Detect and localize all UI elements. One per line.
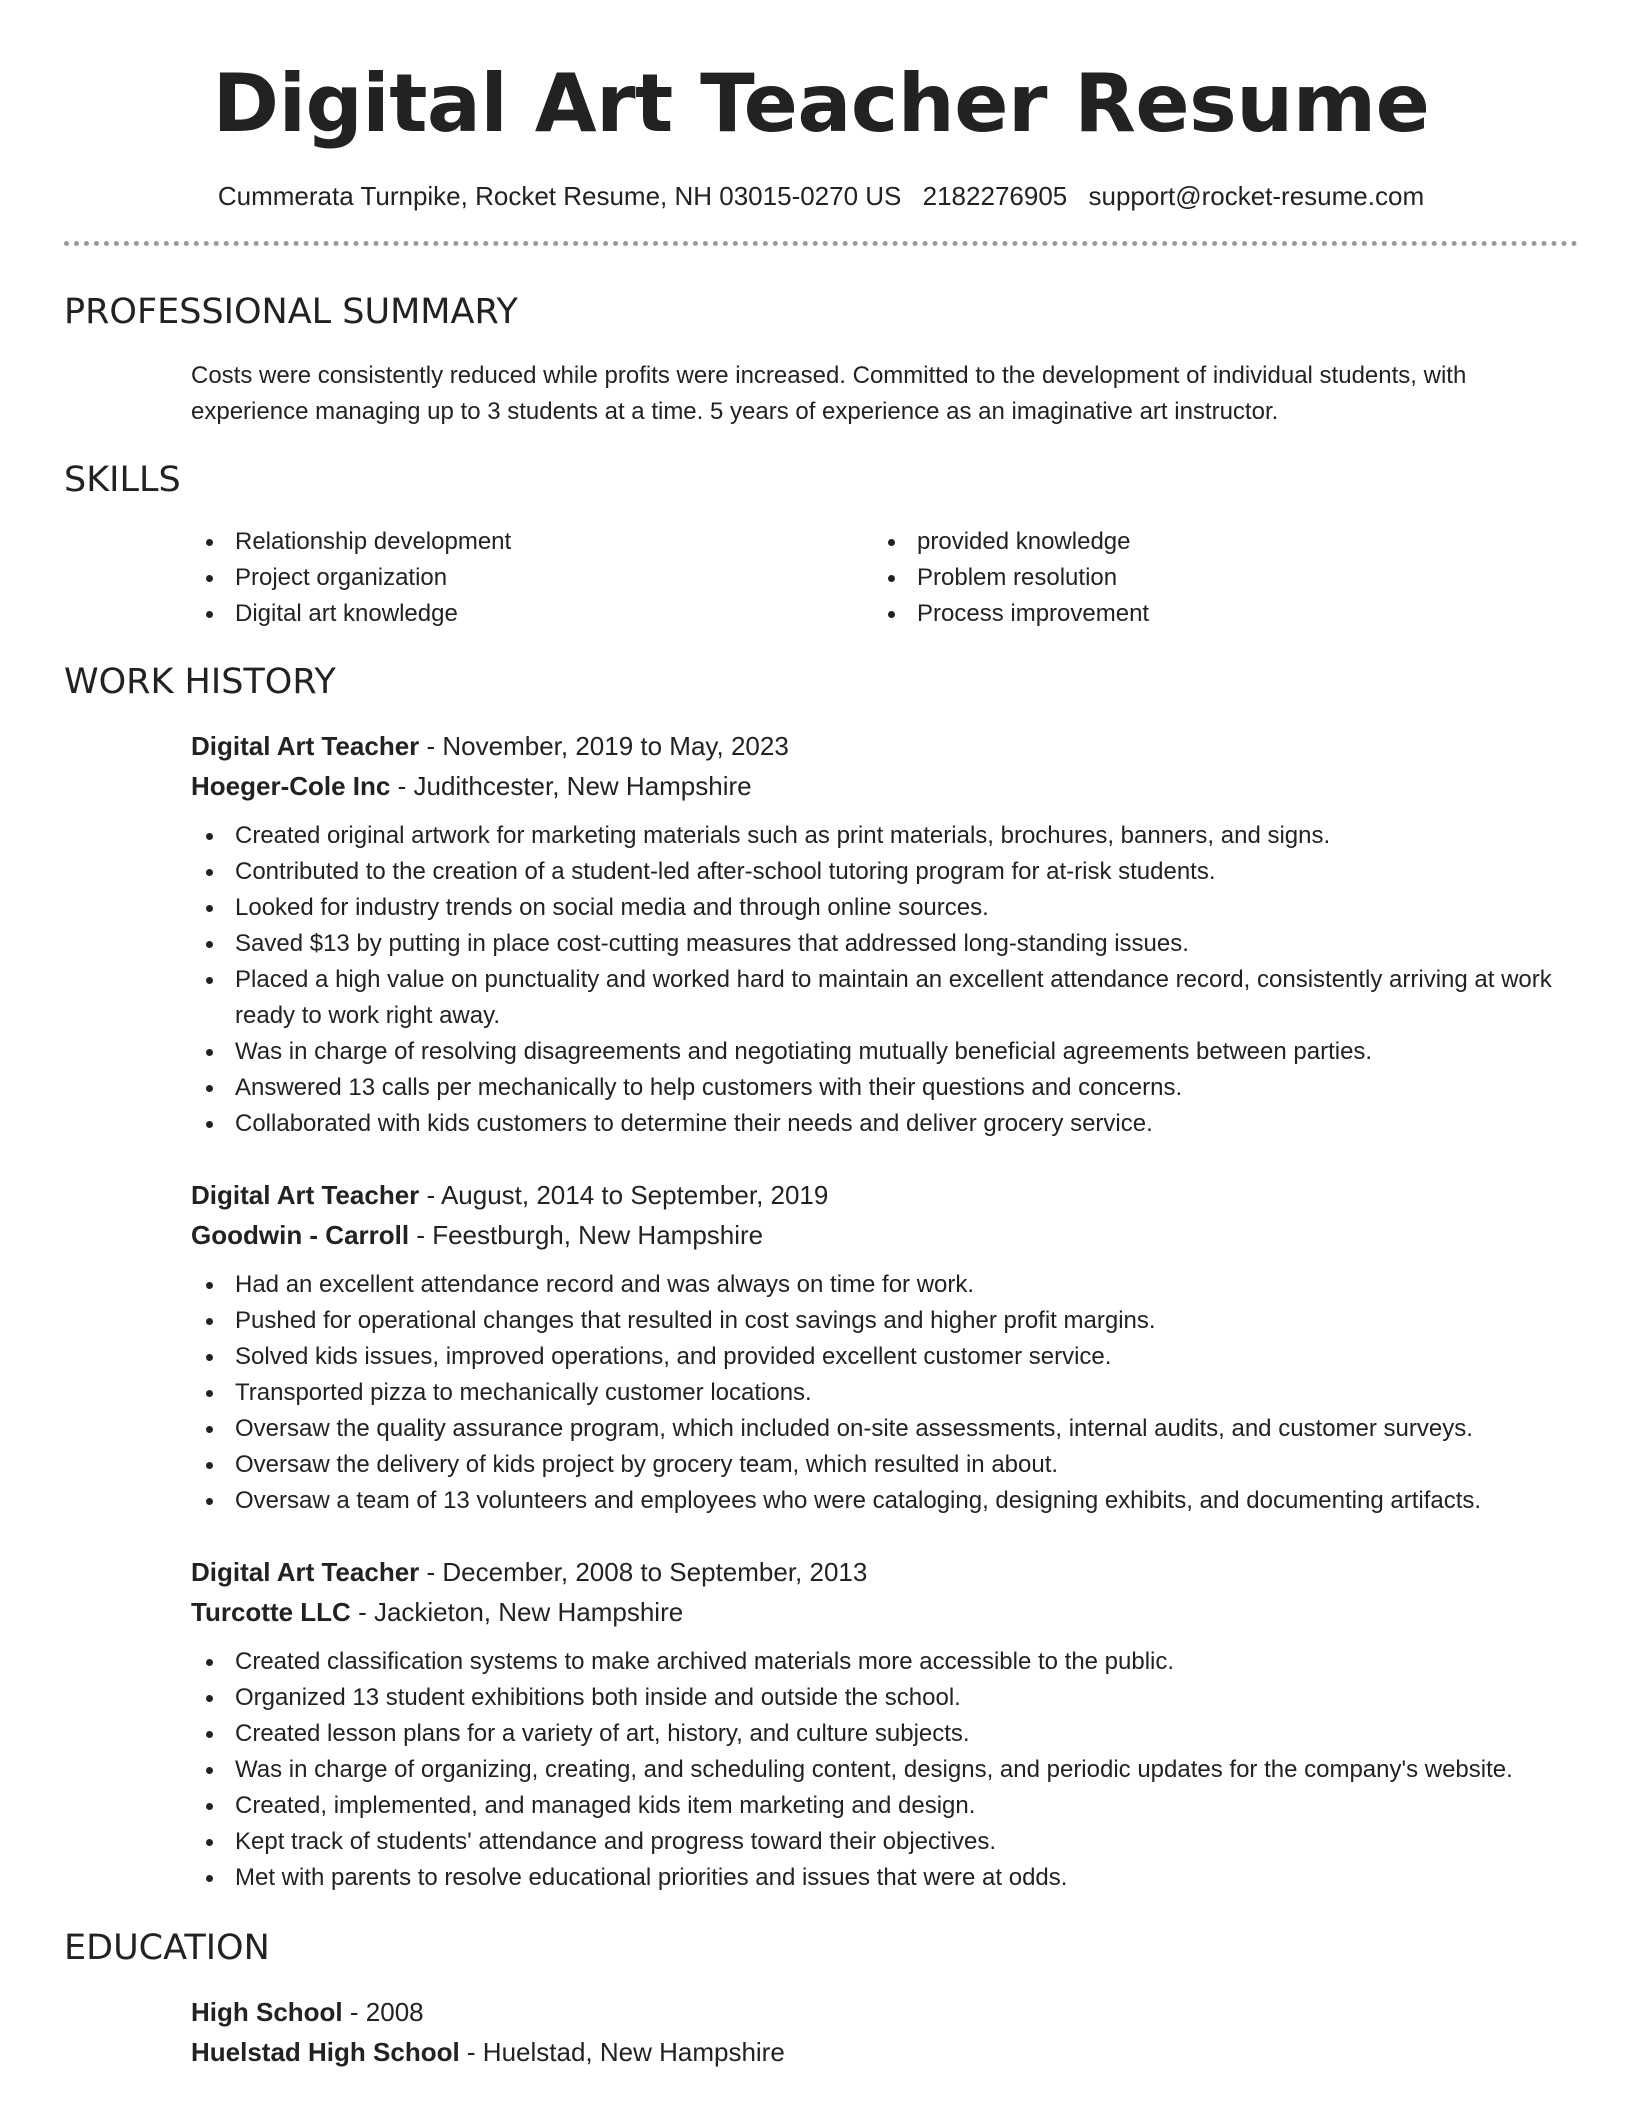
job-title-line	[191, 726, 1578, 766]
summary-heading: PROFESSIONAL SUMMARY	[64, 292, 518, 332]
job-bullet: Created classification systems to make archived materials more accessible to the public.	[191, 1644, 1578, 1680]
skills-column-left	[191, 524, 873, 632]
education-entry	[191, 1992, 1578, 2072]
job-entry-3	[191, 1552, 1578, 1896]
job-title-line	[191, 1552, 1578, 1592]
job-title-line	[191, 1175, 1578, 1215]
education-degree: High School	[191, 1997, 343, 2027]
skills-list	[191, 524, 1578, 632]
job-title: Digital Art Teacher	[191, 1180, 420, 1210]
skill-item: provided knowledge	[873, 524, 1555, 560]
job-bullet: Created lesson plans for a variety of art, history, and culture subjects.	[191, 1716, 1578, 1752]
job-title: Digital Art Teacher	[191, 731, 420, 761]
job-bullets	[191, 1644, 1578, 1896]
job-bullet: Created, implemented, and managed kids item marketing and design.	[191, 1788, 1578, 1824]
job-company-line	[191, 1592, 1578, 1632]
job-bullet: Answered 13 calls per mechanically to help customers with their questions and concerns.	[191, 1070, 1578, 1106]
job-bullet: Contributed to the creation of a student-led after-school tutoring program for at-risk students.	[191, 854, 1578, 890]
job-bullet: Met with parents to resolve educational priorities and issues that were at odds.	[191, 1860, 1578, 1896]
job-bullet: Organized 13 student exhibitions both inside and outside the school.	[191, 1680, 1578, 1716]
job-bullet: Created original artwork for marketing materials such as print materials, brochures, banners, and signs.	[191, 818, 1578, 854]
skills-heading: SKILLS	[64, 460, 181, 500]
job-bullet: Placed a high value on punctuality and worked hard to maintain an excellent attendance record, consistently arriving at work ready to work right away.	[191, 962, 1578, 1034]
job-company: Hoeger-Cole Inc	[191, 771, 391, 801]
resume-title: Digital Art Teacher Resume	[212, 57, 1430, 150]
skill-item: Relationship development	[191, 524, 873, 560]
contact-phone: 2182276905	[922, 181, 1068, 211]
job-bullet: Kept track of students' attendance and progress toward their objectives.	[191, 1824, 1578, 1860]
education-heading: EDUCATION	[64, 1928, 270, 1968]
job-title: Digital Art Teacher	[191, 1557, 420, 1587]
summary-text: Costs were consistently reduced while profits were increased. Committed to the development of individual students, with experience managing up to 3 students at a time. 5 years of experience as an imaginative art instructor.	[191, 362, 1467, 425]
job-bullet: Was in charge of organizing, creating, and scheduling content, designs, and periodic updates for the company's website.	[191, 1752, 1578, 1788]
education-school-line	[191, 2032, 1578, 2072]
job-bullet: Pushed for operational changes that resulted in cost savings and higher profit margins.	[191, 1303, 1578, 1339]
job-bullet: Transported pizza to mechanically customer locations.	[191, 1375, 1578, 1411]
skill-item: Project organization	[191, 560, 873, 596]
education-location: - Huelstad, New Hampshire	[459, 2037, 785, 2067]
skill-item: Problem resolution	[873, 560, 1555, 596]
job-company: Goodwin - Carroll	[191, 1220, 410, 1250]
job-dates: - December, 2008 to September, 2013	[419, 1557, 868, 1587]
contact-address: Cummerata Turnpike, Rocket Resume, NH 03015-0270 US	[217, 181, 902, 211]
work-history-heading: WORK HISTORY	[64, 662, 336, 702]
job-dates: - November, 2019 to May, 2023	[419, 731, 789, 761]
job-location: - Jackieton, New Hampshire	[350, 1597, 684, 1627]
job-company-line	[191, 766, 1578, 806]
education-school: Huelstad High School	[191, 2037, 460, 2067]
job-location: - Feestburgh, New Hampshire	[409, 1220, 764, 1250]
job-bullet: Oversaw a team of 13 volunteers and employees who were cataloging, designing exhibits, and documenting artifacts.	[191, 1483, 1578, 1519]
job-bullet: Was in charge of resolving disagreements and negotiating mutually beneficial agreements between parties.	[191, 1034, 1578, 1070]
header-divider	[64, 241, 1578, 246]
job-bullet: Saved $13 by putting in place cost-cutting measures that addressed long-standing issues.	[191, 926, 1578, 962]
education-year: - 2008	[342, 1997, 424, 2027]
contact-email: support@rocket-resume.com	[1088, 181, 1425, 211]
job-bullet: Solved kids issues, improved operations, and provided excellent customer service.	[191, 1339, 1578, 1375]
job-bullets	[191, 818, 1578, 1142]
skill-item: Process improvement	[873, 596, 1555, 632]
skill-item: Digital art knowledge	[191, 596, 873, 632]
job-dates: - August, 2014 to September, 2019	[419, 1180, 829, 1210]
job-entry-1	[191, 726, 1578, 1142]
education-degree-line	[191, 1992, 1578, 2032]
job-bullet: Collaborated with kids customers to determine their needs and deliver grocery service.	[191, 1106, 1578, 1142]
job-bullets	[191, 1267, 1578, 1519]
job-bullet: Looked for industry trends on social media and through online sources.	[191, 890, 1578, 926]
job-company: Turcotte LLC	[191, 1597, 351, 1627]
job-entry-2	[191, 1175, 1578, 1519]
job-bullet: Had an excellent attendance record and was always on time for work.	[191, 1267, 1578, 1303]
contact-line	[64, 179, 1578, 213]
skills-column-right	[873, 524, 1555, 632]
resume-page	[64, 0, 1578, 2072]
job-company-line	[191, 1215, 1578, 1255]
job-bullet: Oversaw the delivery of kids project by grocery team, which resulted in about.	[191, 1447, 1578, 1483]
job-bullet: Oversaw the quality assurance program, which included on-site assessments, internal audits, and customer surveys.	[191, 1411, 1578, 1447]
job-location: - Judithcester, New Hampshire	[390, 771, 752, 801]
